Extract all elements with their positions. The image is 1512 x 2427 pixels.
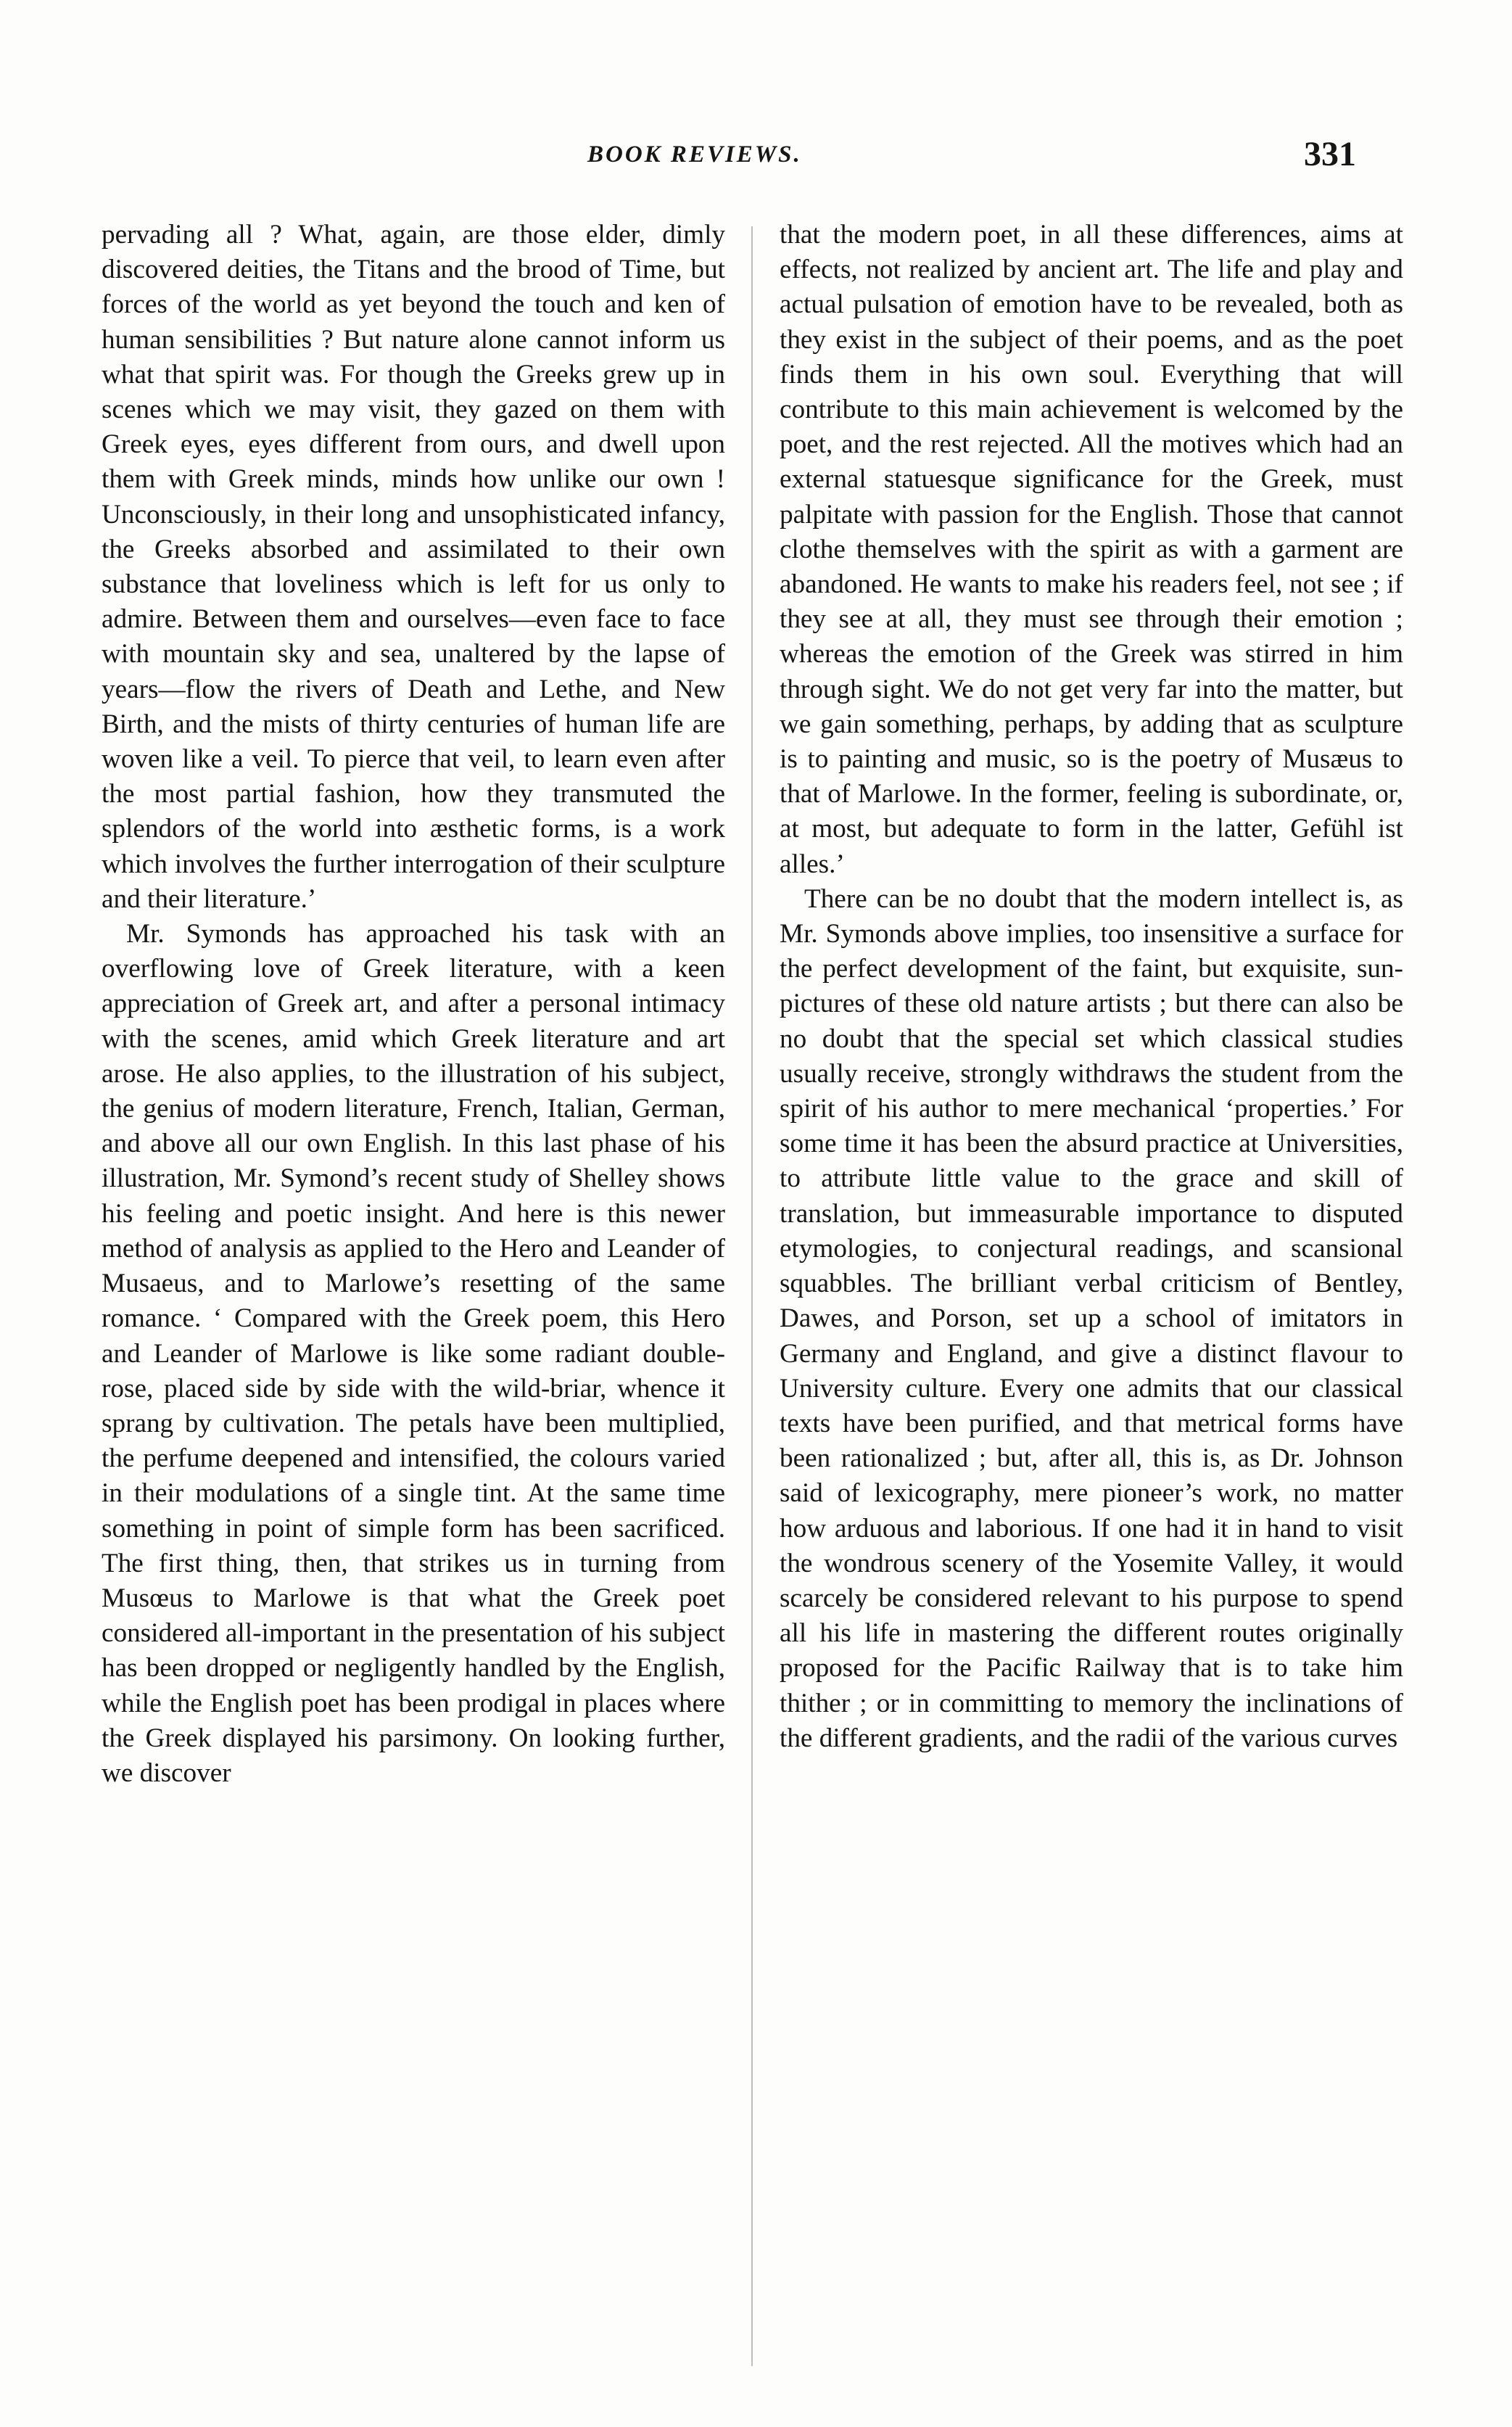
left-column: [102, 218, 725, 1791]
right-column: [780, 218, 1403, 1756]
page-header: [0, 135, 1512, 185]
paragraph: There can be no doubt that the modern intellect is, as Mr. Symonds above implies, too insensitive a surface for the perfect development of the faint, but exquisite, sun-pictures of these old nature artists ; but there can also be no doubt that the special set which classical studies usually receive, strongly withdraws the student from the spirit of his author to mere mechanical ‘properties.’ For some time it has been the absurd practice at Universities, to attribute little value to the grace and skill of translation, but immeasurable importance to disputed etymologies, to conjectural readings, and scansional squabbles. The brilliant verbal criticism of Bentley, Dawes, and Porson, set up a school of imitators in Germany and England, and give a distinct flavour to University culture. Every one admits that our classical texts have been purified, and that metrical forms have been rationalized ; but, after all, this is, as Dr. Johnson said of lexicography, mere pioneer’s work, no matter how arduous and laborious. If one had it in hand to visit the wondrous scenery of the Yosemite Valley, it would scarcely be considered relevant to his purpose to spend all his life in mastering the different routes originally proposed for the Pacific Railway that is to take him thither ; or in committing to memory the inclinations of the different gradients, and the radii of the various curves: [780, 883, 1403, 1753]
running-head: BOOK REVIEWS.: [587, 141, 802, 168]
column-divider: [751, 226, 753, 2366]
page-number: 331: [1304, 135, 1356, 173]
paragraph: pervading all ? What, again, are those elder, dimly discovered deities, the Titans and the brood of Time, but forces of the world as yet beyond the touch and ken of human sensibilities ? But nature alone cannot inform us what that spirit was. For though the Greeks grew up in scenes which we may visit, they gazed on them with Greek eyes, eyes different from ours, and dwell upon them with Greek minds, minds how unlike our own ! Unconsciously, in their long and unsophisticated infancy, the Greeks absorbed and assimilated to their own substance that loveliness which is left for us only to admire. Between them and ourselves—even face to face with mountain sky and sea, unaltered by the lapse of years—flow the rivers of Death and Lethe, and New Birth, and the mists of thirty centuries of human life are woven like a veil. To pierce that veil, to learn even after the most partial fashion, how they transmuted the splendors of the world into æsthetic forms, is a work which involves the further interrogation of their sculpture and their literature.’: [102, 220, 725, 914]
paragraph: that the modern poet, in all these differences, aims at effects, not realized by ancient art. The life and play and actual pulsation of emotion have to be revealed, both as they exist in the subject of their poems, and as the poet finds them in his own soul. Everything that will contribute to this main achievement is welcomed by the poet, and the rest rejected. All the motives which had an external statuesque significance for the Greek, must palpitate with passion for the English. Those that cannot clothe themselves with the spirit as with a garment are abandoned. He wants to make his readers feel, not see ; if they see at all, they must see through their emotion ; whereas the emotion of the Greek was stirred in him through sight. We do not get very far into the matter, but we gain something, perhaps, by adding that as sculpture is to painting and music, so is the poetry of Musæus to that of Marlowe. In the former, feeling is subordinate, or, at most, but adequate to form in the latter, Gefühl ist alles.’: [780, 220, 1403, 879]
paragraph: Mr. Symonds has approached his task with an overflowing love of Greek literature, with a keen appreciation of Greek art, and after a personal intimacy with the scenes, amid which Greek literature and art arose. He also applies, to the illustration of his subject, the genius of modern literature, French, Italian, German, and above all our own English. In this last phase of his illustration, Mr. Symond’s recent study of Shelley shows his feeling and poetic insight. And here is this newer method of analysis as applied to the Hero and Leander of Musaeus, and to Marlowe’s resetting of the same romance. ‘ Compared with the Greek poem, this Hero and Leander of Marlowe is like some radiant double-rose, placed side by side with the wild-briar, whence it sprang by cultivation. The petals have been multiplied, the perfume deepened and intensified, the colours varied in their modulations of a single tint. At the same time something in point of simple form has been sacrificed. The first thing, then, that strikes us in turning from Musœus to Marlowe is that what the Greek poet considered all-important in the presentation of his subject has been dropped or negligently handled by the English, while the English poet has been prodigal in places where the Greek displayed his parsimony. On looking further, we discover: [102, 919, 725, 1788]
